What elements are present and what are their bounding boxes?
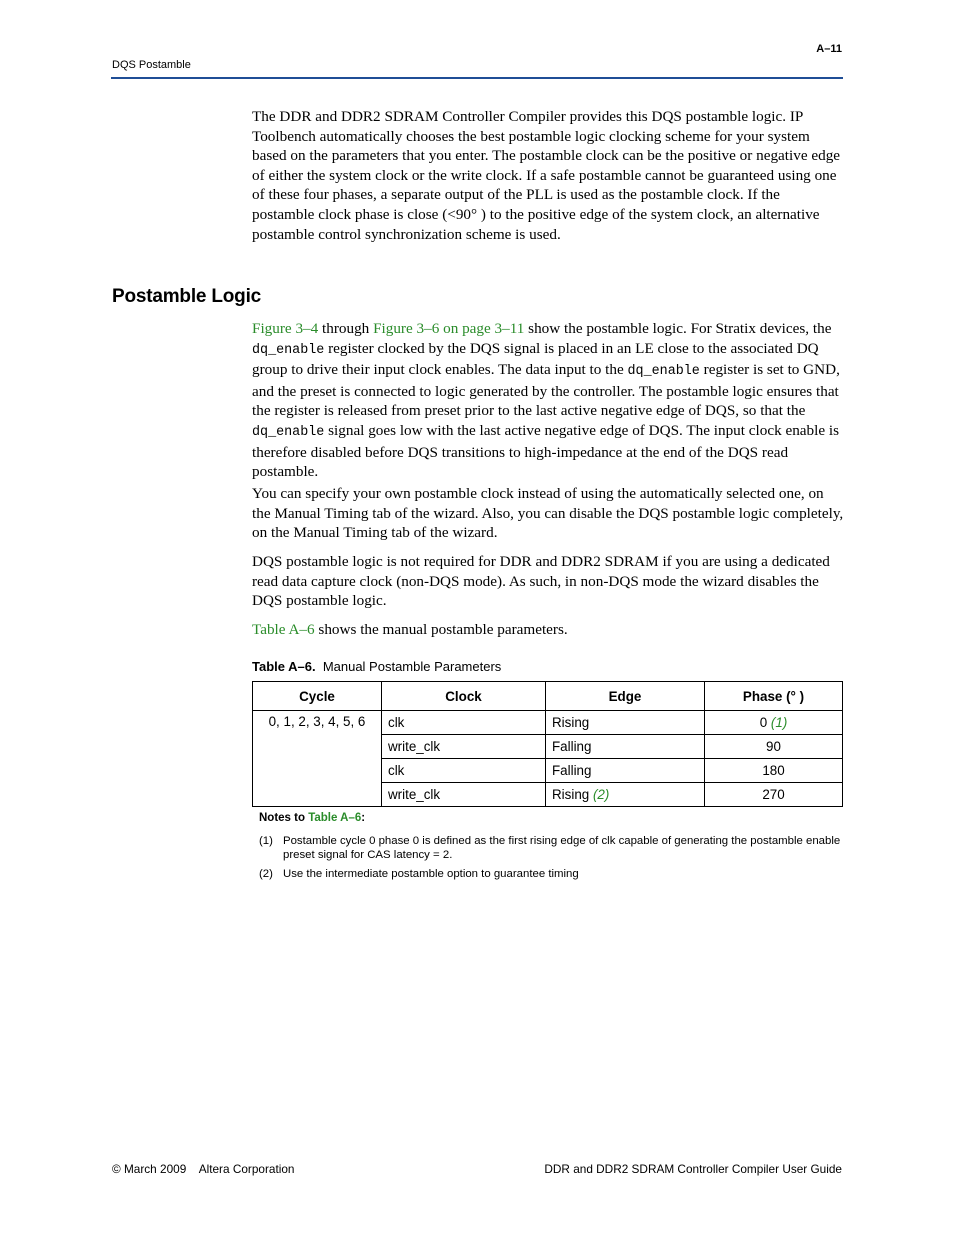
footer-copyright: © March 2009 Altera Corporation: [112, 1162, 295, 1176]
notes-title: Notes to Table A–6:: [259, 812, 366, 824]
header-clock: Clock: [382, 682, 546, 711]
note-1-ref[interactable]: (1): [770, 715, 788, 730]
intro-paragraph: The DDR and DDR2 SDRAM Controller Compiler provides this DQS postamble logic. IP Toolbench automatically chooses the best postamble logic clocking scheme for your system based on the parameters that you enter. The postamble clock can be the positive or negative edge of either the system clock or the write clock. If a safe postamble cannot be guaranteed using one of these four phases, a separate output of the PLL is used as the postamble clock. If the postamble clock phase is close (<90° ) to the positive edge of the system clock, an alternative postamble control synchronization scheme is used.: [252, 108, 841, 243]
postamble-paragraph-2: You can specify your own postamble clock instead of using the automatically selected one, on the Manual Timing tab of the wizard. Also, you can disable the DQS postamble logic completely, on the Manual Timing tab of the wizard.: [252, 485, 844, 542]
cycle-cell: 0, 1, 2, 3, 4, 5, 6: [253, 711, 382, 807]
table-header-row: [253, 682, 843, 711]
clock-cell: clk: [382, 711, 546, 735]
header-cycle: Cycle: [253, 682, 382, 711]
page-number: A–11: [816, 43, 842, 55]
running-header-section: DQS Postamble: [112, 59, 191, 71]
postamble-paragraph-1: Figure 3–4 through Figure 3–6 on page 3–11 show the postamble logic. For Stratix devices, the dq_enable register clocked by the DQS signal is placed in an LE close to the associated DQ group to drive their input clock enables. The data input to the dq_enable register is set to GND, and the preset is connected to logic generated by the controller. The postamble logic ensures that the register is released from preset prior to the last active negative edge of DQS, so that the dq_enable signal goes low with the last active negative edge of DQS. The input clock enable is therefore disabled before DQS transitions to high-impedance at the end of the DQS read postamble.: [252, 320, 840, 481]
header-edge: Edge: [546, 682, 705, 711]
table-a-6-link[interactable]: Table A–6: [252, 621, 315, 638]
clock-cell: write_clk: [382, 783, 546, 807]
edge-cell: Rising: [546, 711, 705, 735]
edge-cell: Falling: [546, 735, 705, 759]
header-phase: Phase (° ): [705, 682, 843, 711]
edge-cell: Falling: [546, 759, 705, 783]
postamble-paragraph-4: Table A–6 shows the manual postamble parameters.: [252, 621, 568, 638]
code-dq-enable: dq_enable: [627, 364, 700, 380]
header-rule: [111, 77, 843, 79]
notes-table-link[interactable]: Table A–6: [308, 812, 362, 824]
phase-cell: 270: [705, 783, 843, 807]
phase-cell: 0 (1): [705, 711, 843, 735]
edge-cell: Rising (2): [546, 783, 705, 807]
table-caption: Table A–6. Manual Postamble Parameters: [252, 659, 502, 674]
phase-cell: 180: [705, 759, 843, 783]
note-2-ref[interactable]: (2): [592, 787, 610, 802]
manual-postamble-table: [252, 681, 843, 807]
table-row: [253, 711, 843, 735]
clock-cell: write_clk: [382, 735, 546, 759]
footer-document-title: DDR and DDR2 SDRAM Controller Compiler User Guide: [544, 1162, 842, 1176]
clock-cell: clk: [382, 759, 546, 783]
code-dq-enable: dq_enable: [252, 342, 325, 358]
phase-cell: 90: [705, 735, 843, 759]
section-title: Postamble Logic: [112, 286, 262, 307]
figure-3-6-link[interactable]: Figure 3–6 on page 3–11: [373, 320, 525, 337]
code-dq-enable: dq_enable: [252, 424, 325, 440]
postamble-paragraph-3: DQS postamble logic is not required for DDR and DDR2 SDRAM if you are using a dedicated read data capture clock (non-DQS mode). As such, in non-DQS mode the wizard disables the DQS postamble logic.: [252, 553, 830, 610]
figure-3-4-link[interactable]: Figure 3–4: [252, 320, 319, 337]
